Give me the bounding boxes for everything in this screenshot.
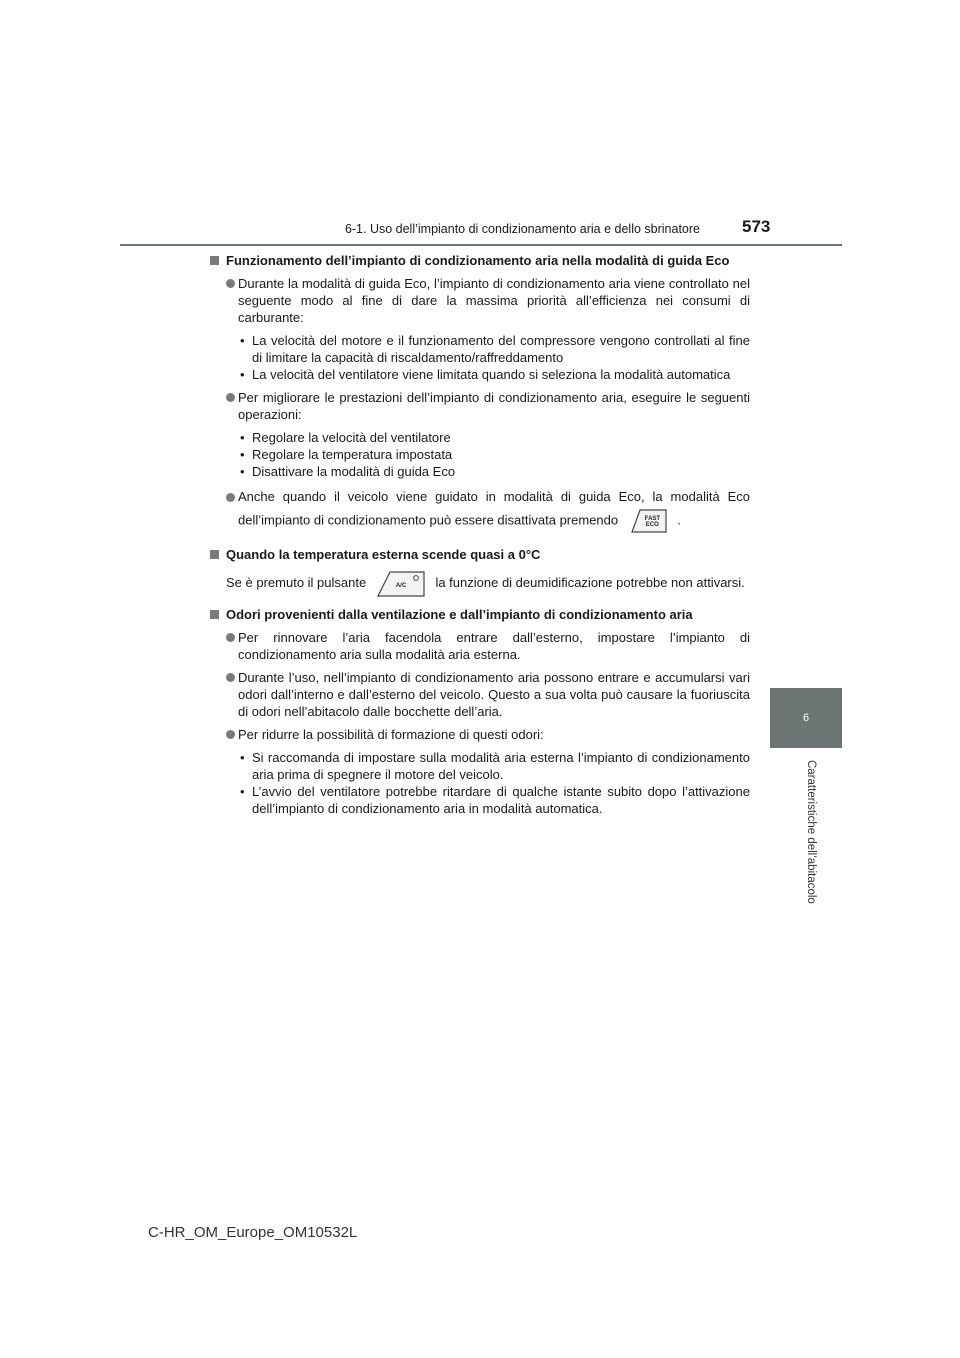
round-bullet-icon [226,673,235,682]
cold-paragraph [210,569,750,598]
sub-list [210,332,750,383]
sub-list [210,429,750,480]
sub-list-item: • Si raccomanda di impostare sulla modalità aria esterna l’impianto di condizionamento aria prima di spegnere il motore del veicolo. [240,749,750,782]
page-content [210,252,750,823]
sub-list [210,749,750,817]
fast-label: FAST [644,516,661,522]
document-id: C-HR_OM_Europe_OM10532L [148,1224,358,1241]
heading-text: Funzionamento dell’impianto di condizionamento aria nella modalità di guida Eco [226,253,730,268]
list-item [210,629,750,663]
chapter-tab [770,688,842,748]
chapter-label: Caratteristiche dell’abitacolo [805,760,817,904]
sub-item-text: La velocità del motore e il funzionamento del compressore vengono controllati al fine di limitare la capacità di riscaldamento/raffreddamento [252,333,750,365]
round-bullet-icon [226,633,235,642]
list-item [210,726,750,743]
sub-list-item: • Disattivare la modalità di guida Eco [240,464,456,479]
round-bullet-icon [226,493,235,502]
ac-label: A/C [395,582,407,589]
section-heading-odors [210,606,750,623]
section-heading-cold [210,546,750,563]
fast-eco-button-icon [628,508,668,534]
round-bullet-icon [226,279,235,288]
paragraph-text: la funzione di deumidificazione potrebbe non attivarsi. [435,575,745,590]
square-bullet-icon [210,610,219,619]
page-number: 573 [742,217,771,236]
section-heading-eco [210,252,750,269]
bullet-text: Durante la modalità di guida Eco, l’impianto di condizionamento aria viene controllato nel seguente modo al fine di dare la massima priorità all’efficienza nei consumi di carburante: [238,276,750,325]
sub-list-item: • Regolare la temperatura impostata [240,447,453,462]
square-bullet-icon [210,550,219,559]
heading-text: Quando la temperatura esterna scende quasi a 0°C [226,547,541,562]
sub-item-text: Regolare la temperatura impostata [252,447,453,462]
chapter-number: 6 [802,712,810,724]
sub-item-text: L’avvio del ventilatore potrebbe ritardare di qualche istante subito dopo l’attivazione dell’impianto di condizionamento aria in modalità automatica. [252,783,750,816]
bullet-text: Anche quando il veicolo viene guidato in modalità di guida Eco, la modalità Eco dell’impianto di condizionamento può essere disattivata premendo [238,489,750,528]
square-bullet-icon [210,256,219,265]
eco-label: ECO [645,522,659,528]
paragraph-text: Se è premuto il pulsante [226,575,367,590]
list-item [210,389,750,423]
header-divider [120,244,842,246]
sub-item-text: La velocità del ventilatore viene limitata quando si seleziona la modalità automatica [252,367,731,382]
bullet-text-end: . [677,512,681,528]
bullet-text: Per ridurre la possibilità di formazione di questi odori: [238,726,544,742]
sub-item-text: Disattivare la modalità di guida Eco [252,464,456,479]
bullet-text: Per rinnovare l’aria facendola entrare dall’esterno, impostare l’impianto di condizionamento aria sulla modalità aria esterna. [238,629,750,662]
bullet-text: Durante l’uso, nell’impianto di condizionamento aria possono entrare e accumularsi vari odori dall’interno e dall’esterno del veicolo. Questo a sua volta può causare la fuoriuscita di odori nell’abitacolo dalle bocchette dell’aria. [238,669,750,719]
sub-list-item: • L’avvio del ventilatore potrebbe ritardare di qualche istante subito dopo l’attivazione dell’impianto di condizionamento aria in modalità automatica. [240,783,750,816]
bullet-text: Per migliorare le prestazioni dell’impianto di condizionamento aria, eseguire le seguenti operazioni: [238,390,750,422]
list-item [210,669,750,720]
list-item [210,275,750,326]
sub-item-text: Regolare la velocità del ventilatore [252,430,451,445]
round-bullet-icon [226,393,235,402]
section-title: 6-1. Uso dell’impianto di condizionamento aria e dello sbrinatore [344,222,700,236]
sub-list-item: • Regolare la velocità del ventilatore [240,430,451,445]
sub-list-item: • La velocità del motore e il funzionamento del compressore vengono controllati al fine di limitare la capacità di riscaldamento/raffreddamento [240,333,750,365]
heading-text: Odori provenienti dalla ventilazione e dall’impianto di condizionamento aria [226,606,693,622]
list-item [210,486,750,534]
round-bullet-icon [226,730,235,739]
ac-button-icon [376,570,426,598]
sub-item-text: Si raccomanda di impostare sulla modalità aria esterna l’impianto di condizionamento aria prima di spegnere il motore del veicolo. [252,749,750,782]
sub-list-item: • La velocità del ventilatore viene limitata quando si seleziona la modalità automatica [240,367,731,382]
